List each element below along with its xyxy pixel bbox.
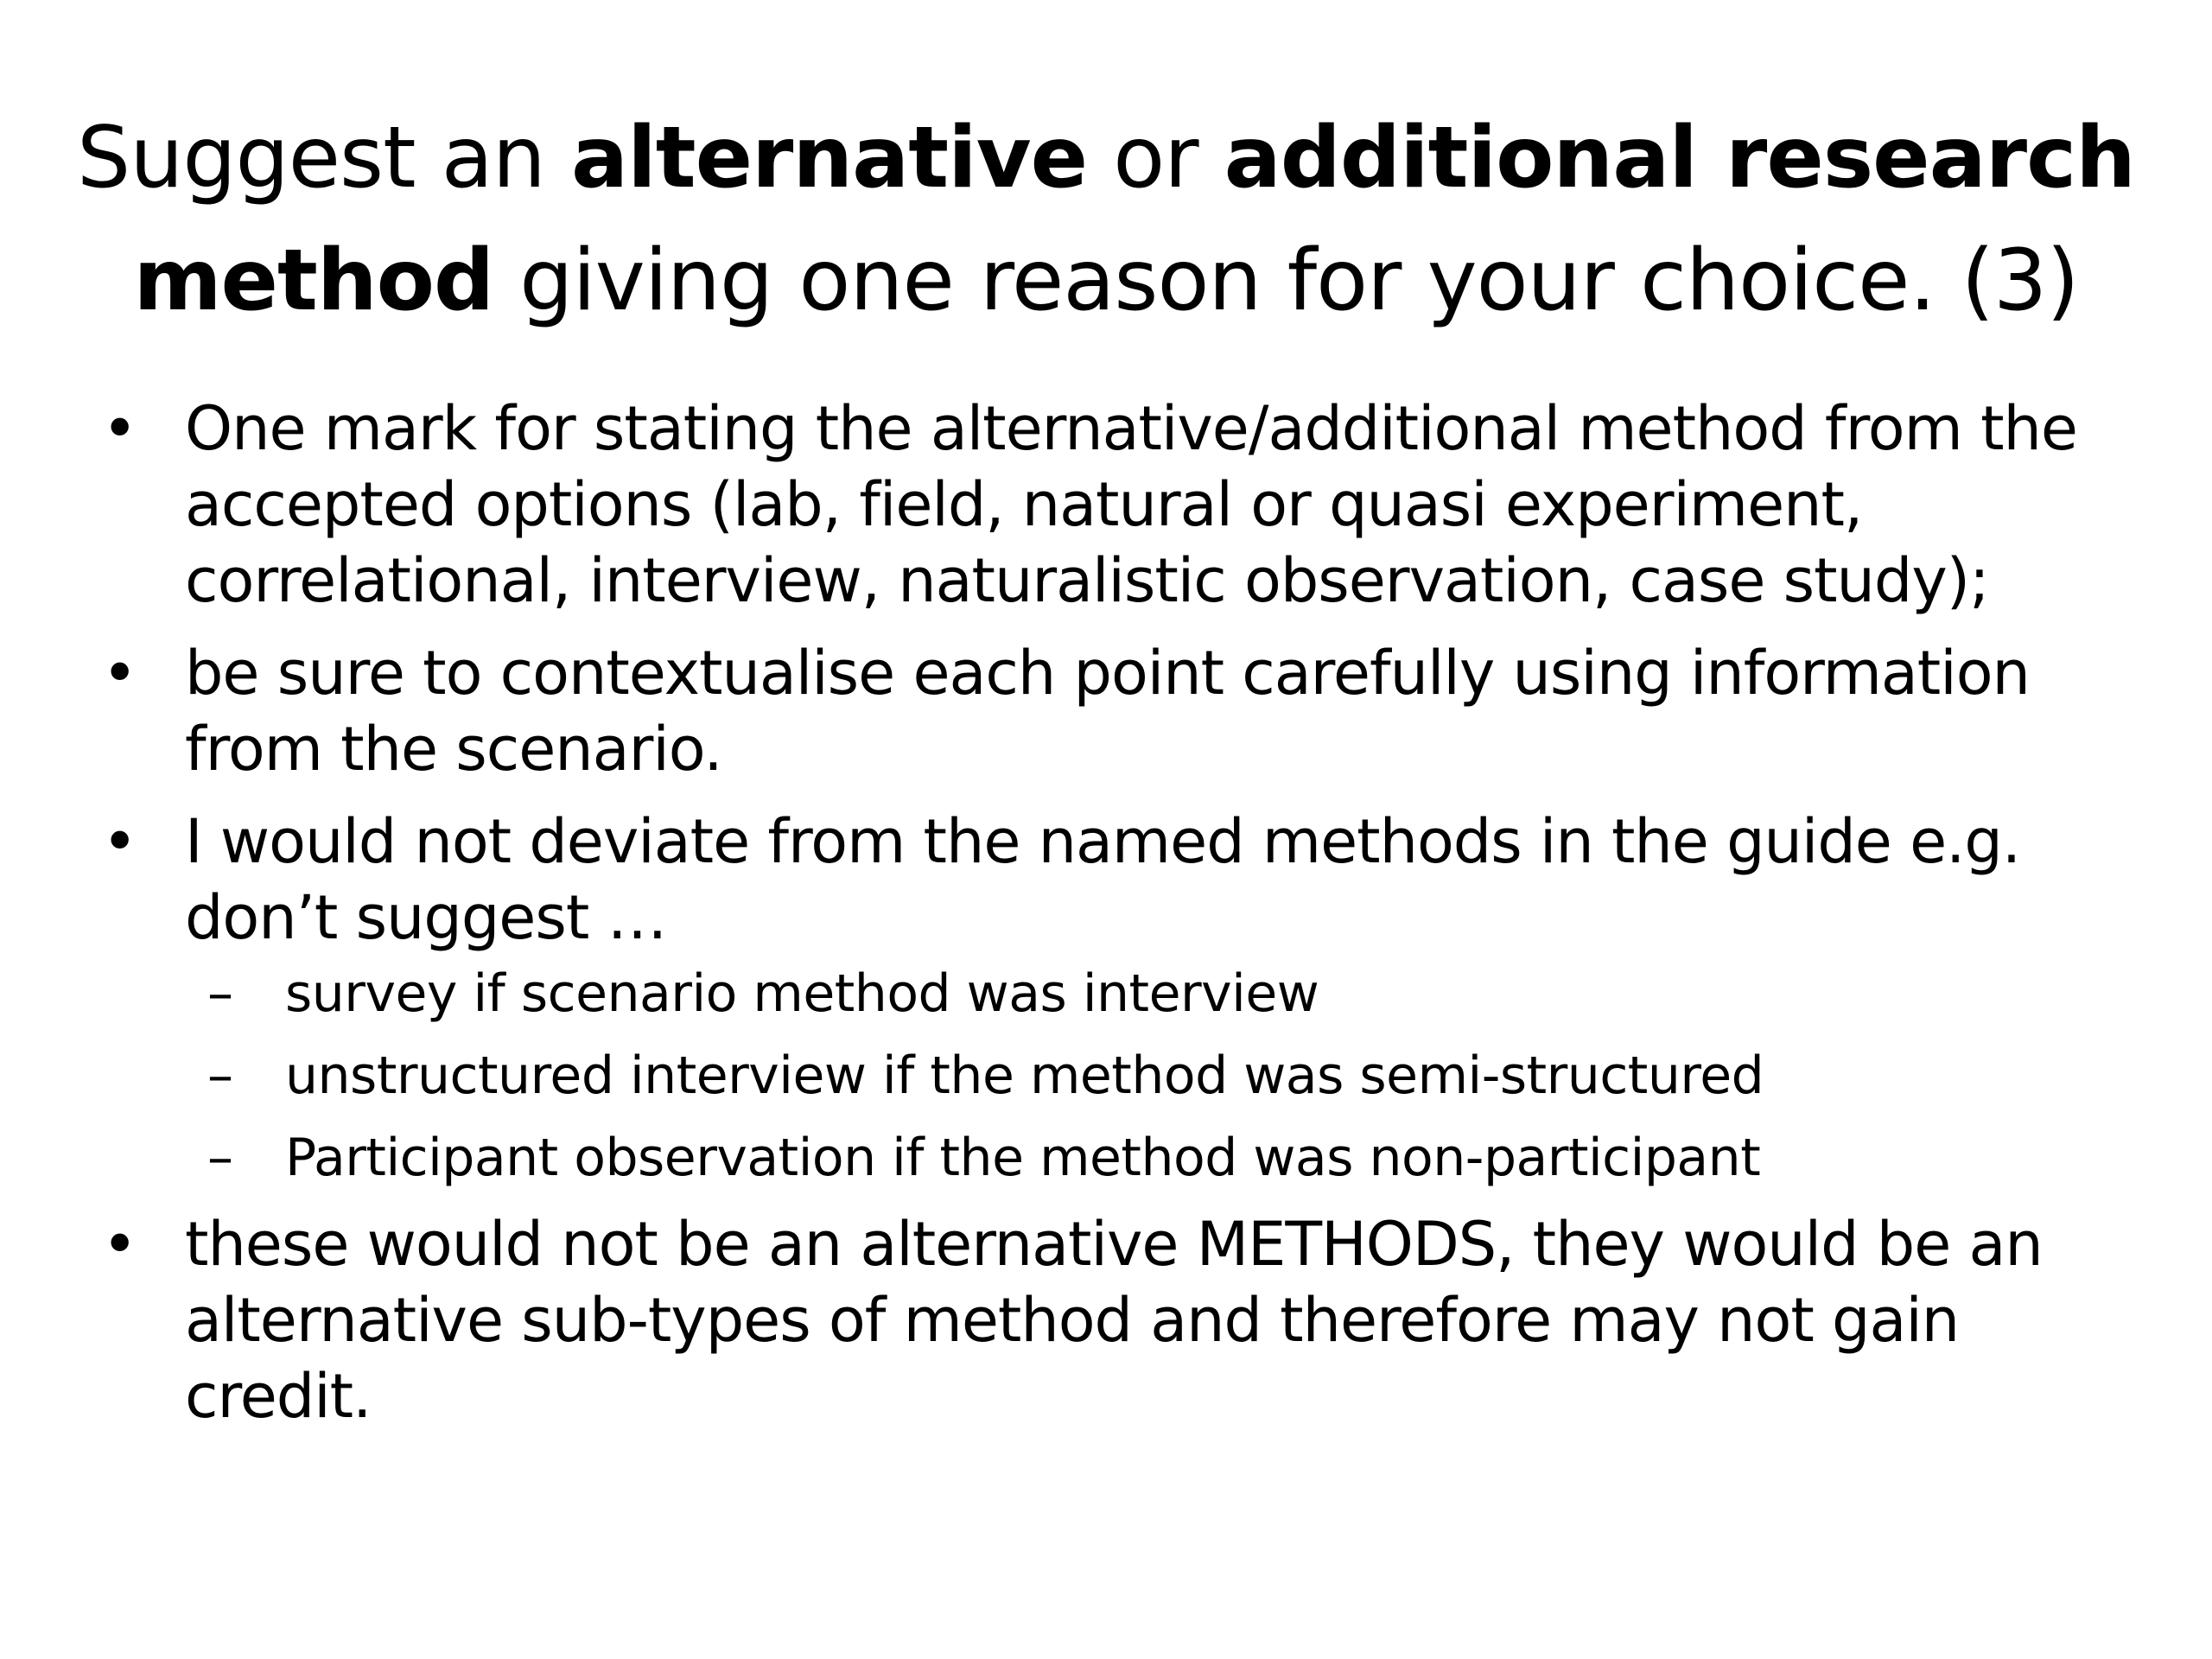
bullet-marker: • [102, 638, 137, 709]
bullet-text: be sure to contextualise each point carefully using information from the scenario. [185, 638, 2030, 785]
bullet-item [102, 391, 2141, 619]
title-bold-alternative: alternative [571, 109, 1088, 207]
sub-bullet-list [207, 961, 2141, 1191]
title-bold-additional-research-method: additional research method [133, 109, 2135, 330]
title-text-3: giving one reason for your choice. (3) [493, 232, 2079, 330]
bullet-item [102, 1206, 2141, 1434]
sub-bullet-text: Participant observation if the method was non-participant [285, 1128, 1761, 1188]
title-text-1: Suggest an [77, 109, 572, 207]
sub-bullet-text: unstructured interview if the method was semi-structured [285, 1046, 1764, 1106]
sub-bullet-item [207, 1043, 2141, 1109]
title-text-2: or [1087, 109, 1224, 207]
bullet-marker: • [102, 1209, 137, 1280]
bullet-item [102, 635, 2141, 787]
dash-marker: – [207, 1128, 233, 1188]
bullet-text: I would not deviate from the named methods in the guide e.g. don’t suggest … [185, 806, 2021, 953]
sub-bullet-item [207, 961, 2141, 1027]
bullet-marker: • [102, 393, 137, 464]
dash-marker: – [207, 1046, 233, 1106]
bullet-marker: • [102, 806, 137, 877]
sub-bullet-item [207, 1125, 2141, 1191]
bullet-item [102, 804, 2141, 956]
slide-title [69, 97, 2143, 342]
sub-bullet-text: survey if scenario method was interview [285, 963, 1319, 1024]
slide-body [102, 391, 2141, 1434]
bullet-text: these would not be an alternative METHODS, they would be an alternative sub-types of method and therefore may not gain credit. [185, 1209, 2043, 1432]
dash-marker: – [207, 963, 233, 1024]
bullet-text: One mark for stating the alternative/additional method from the accepted options (lab, field, natural or quasi experiment, correlational, interview, naturalistic observation, case study); [185, 393, 2077, 616]
